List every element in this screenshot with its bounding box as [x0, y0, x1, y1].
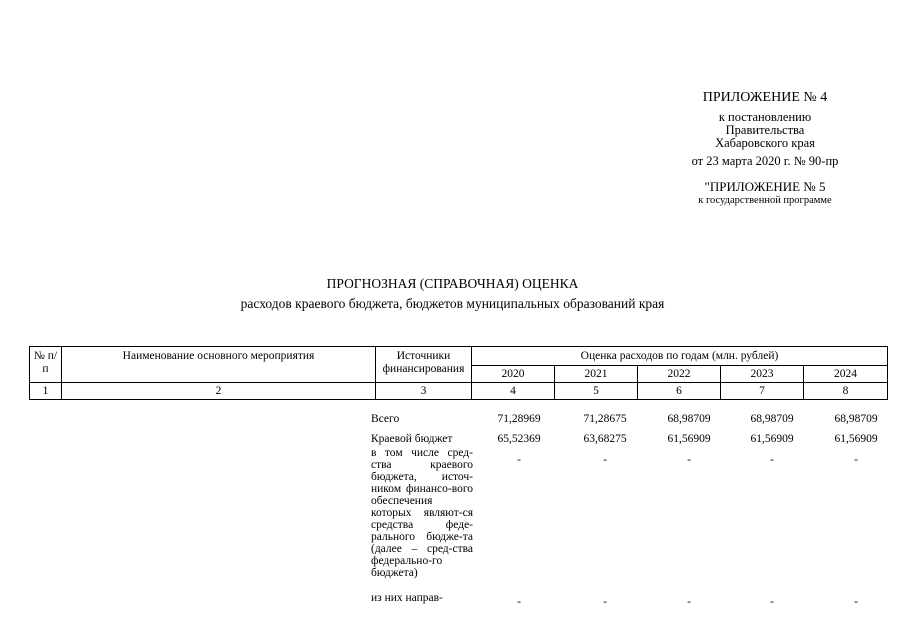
appendix-5-program: к государственной программе: [698, 195, 832, 206]
col-number: 1: [30, 383, 62, 400]
header-year: 2023: [721, 366, 804, 383]
row-value: 65,52369: [497, 433, 541, 445]
header-source: Источники финансирования: [376, 347, 472, 383]
header-year: 2024: [804, 366, 888, 383]
row-value: -: [687, 454, 691, 466]
col-number: 4: [472, 383, 555, 400]
col-number: 3: [376, 383, 472, 400]
row-source: в том числе сред-ства краевого бюджета, источ-ником финансо-вого обеспечения которых являют-ся средства феде-рального бюдже-та (далее – сред-ства федерально-го бюджета): [371, 447, 473, 579]
row-value: 68,98709: [750, 413, 794, 425]
col-number: 2: [62, 383, 376, 400]
approval-date-line: от 23 марта 2020 г. № 90-пр: [691, 154, 839, 168]
row-value: 61,56909: [750, 433, 794, 445]
row-value: -: [854, 454, 858, 466]
header-year: 2021: [555, 366, 638, 383]
row-value: -: [770, 596, 774, 608]
approval-block: [640, 89, 890, 207]
col-number: 7: [721, 383, 804, 400]
row-source: из них направ-: [371, 592, 443, 604]
row-value: 61,56909: [834, 433, 878, 445]
header-num: № п/п: [30, 347, 62, 383]
document-title: ПРОГНОЗНАЯ (СПРАВОЧНАЯ) ОЦЕНКА: [326, 276, 579, 291]
header-year: 2020: [472, 366, 555, 383]
header-name: Наименование основного мероприятия: [62, 347, 376, 383]
row-value: -: [770, 454, 774, 466]
row-source: Краевой бюджет: [371, 433, 453, 445]
row-value: -: [517, 596, 521, 608]
approval-government-line: Правительства: [725, 123, 805, 137]
row-value: -: [854, 596, 858, 608]
col-number: 6: [638, 383, 721, 400]
appendix-number: ПРИЛОЖЕНИЕ № 4: [702, 90, 828, 105]
approval-region-line: Хабаровского края: [715, 136, 815, 150]
header-estimate: Оценка расходов по годам (млн. рублей): [472, 347, 888, 366]
row-value: -: [603, 596, 607, 608]
row-value: 71,28969: [497, 413, 541, 425]
row-value: -: [687, 596, 691, 608]
row-value: 63,68275: [583, 433, 627, 445]
row-value: -: [517, 454, 521, 466]
row-source: Всего: [371, 413, 400, 425]
row-value: -: [603, 454, 607, 466]
budget-table-header: [29, 346, 888, 400]
row-value: 71,28675: [583, 413, 627, 425]
col-number: 8: [804, 383, 888, 400]
approval-ref-line: к постановлению: [718, 110, 812, 124]
header-year: 2022: [638, 366, 721, 383]
appendix-5-title: "ПРИЛОЖЕНИЕ № 5: [704, 179, 826, 194]
row-value: 61,56909: [667, 433, 711, 445]
row-value: 68,98709: [667, 413, 711, 425]
col-number: 5: [555, 383, 638, 400]
row-value: 68,98709: [834, 413, 878, 425]
document-subtitle: расходов краевого бюджета, бюджетов муниципальных образований края: [240, 296, 665, 311]
